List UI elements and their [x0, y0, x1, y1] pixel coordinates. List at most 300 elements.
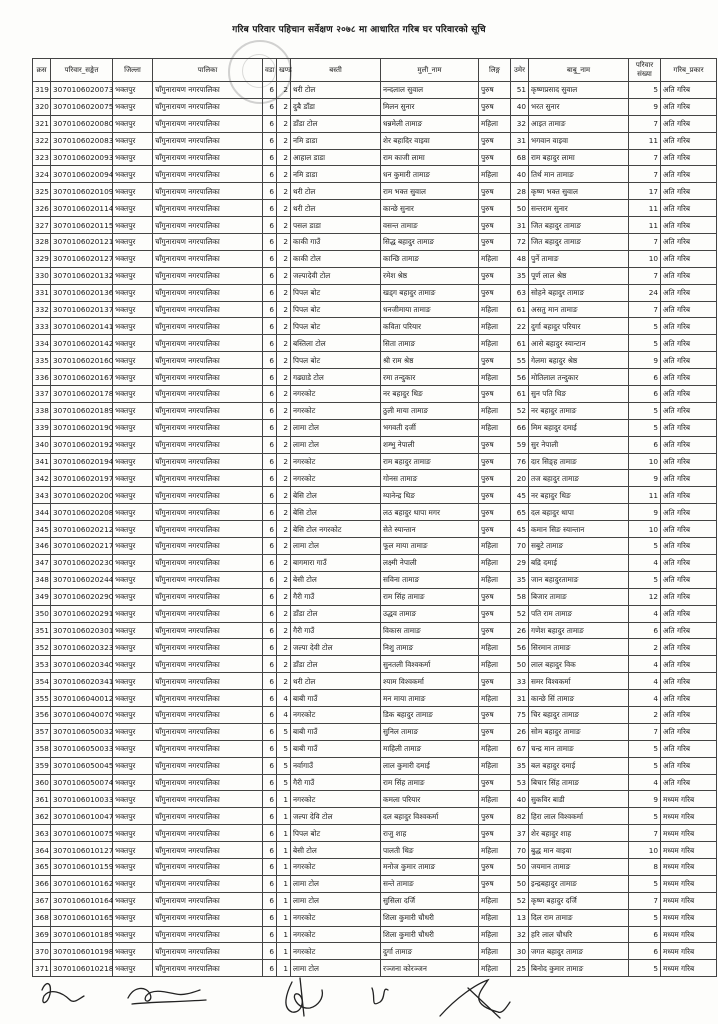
- table-cell: भक्तपुर: [113, 419, 153, 436]
- table-cell: 353: [33, 656, 51, 673]
- table-cell: रञ्जना कोरञ्जन: [381, 960, 479, 977]
- table-cell: अति गरिब: [661, 639, 717, 656]
- table-cell: पिपल बोट: [291, 301, 381, 318]
- table-row: [33, 673, 717, 690]
- table-cell: नगरकोट: [291, 386, 381, 403]
- table-cell: 6: [263, 825, 277, 842]
- table-cell: पुरुष: [479, 82, 511, 99]
- table-cell: 351: [33, 622, 51, 639]
- table-cell: महिला: [479, 301, 511, 318]
- table-cell: 2: [277, 369, 291, 386]
- table-cell: आइत तामाङ: [529, 115, 629, 132]
- table-cell: 341: [33, 453, 51, 470]
- table-cell: अति गरिब: [661, 605, 717, 622]
- table-cell: चाँगुनारायण नगरपालिका: [153, 588, 263, 605]
- table-cell: 5: [277, 723, 291, 740]
- table-row: [33, 622, 717, 639]
- table-cell: 59: [511, 436, 529, 453]
- table-cell: 35: [511, 571, 529, 588]
- table-cell: 66: [511, 419, 529, 436]
- table-cell: नगरकोट: [291, 926, 381, 943]
- table-cell: नगरकोट: [291, 470, 381, 487]
- table-cell: 6: [263, 791, 277, 808]
- table-cell: 6: [263, 740, 277, 757]
- table-cell: भक्तपुर: [113, 217, 153, 234]
- table-cell: सुनतली विश्वकर्मा: [381, 656, 479, 673]
- table-row: [33, 98, 717, 115]
- table-cell: 4: [629, 554, 661, 571]
- table-cell: भक्तपुर: [113, 690, 153, 707]
- table-cell: 1: [277, 858, 291, 875]
- table-cell: अति गरिब: [661, 723, 717, 740]
- table-cell: भरत सुनार: [529, 98, 629, 115]
- table-cell: चाँगुनारायण नगरपालिका: [153, 656, 263, 673]
- table-cell: 6: [263, 166, 277, 183]
- table-cell: 3070106010159: [51, 858, 113, 875]
- table-cell: 367: [33, 892, 51, 909]
- table-cell: 340: [33, 436, 51, 453]
- table-cell: आसे बहादुर स्यान्टान: [529, 335, 629, 352]
- table-cell: 2: [277, 217, 291, 234]
- table-cell: चाँगुनारायण नगरपालिका: [153, 960, 263, 977]
- col-header: उमेर: [511, 59, 529, 82]
- table-row: [33, 639, 717, 656]
- table-cell: चाँगुनारायण नगरपालिका: [153, 386, 263, 403]
- table-cell: राम सिंह तामाङ: [381, 774, 479, 791]
- table-row: [33, 943, 717, 960]
- table-cell: चाँगुनारायण नगरपालिका: [153, 673, 263, 690]
- table-cell: 2: [277, 656, 291, 673]
- table-cell: महिला: [479, 166, 511, 183]
- table-cell: भक्तपुर: [113, 656, 153, 673]
- table-cell: चाँगुनारायण नगरपालिका: [153, 453, 263, 470]
- table-cell: 2: [277, 267, 291, 284]
- table-cell: भक्तपुर: [113, 335, 153, 352]
- table-cell: 1: [277, 825, 291, 842]
- table-cell: महिला: [479, 335, 511, 352]
- table-cell: पुरुष: [479, 588, 511, 605]
- table-cell: 6: [263, 82, 277, 99]
- table-cell: भक्तपुर: [113, 82, 153, 99]
- table-cell: चाँगुनारायण नगरपालिका: [153, 521, 263, 538]
- table-cell: 358: [33, 740, 51, 757]
- table-cell: 29: [511, 554, 529, 571]
- table-cell: पूर्ण लाल श्रेष्ठ: [529, 267, 629, 284]
- table-cell: भक्तपुर: [113, 875, 153, 892]
- table-cell: पुरुष: [479, 200, 511, 217]
- table-cell: मध्यम गरिब: [661, 842, 717, 859]
- table-cell: महिला: [479, 909, 511, 926]
- table-cell: 70: [511, 842, 529, 859]
- table-cell: चाँगुनारायण नगरपालिका: [153, 267, 263, 284]
- table-cell: 324: [33, 166, 51, 183]
- table-cell: 52: [511, 605, 529, 622]
- table-cell: चाँगुनारायण नगरपालिका: [153, 706, 263, 723]
- table-cell: दल बहादुर थापा: [529, 504, 629, 521]
- table-cell: नगरकोट: [291, 706, 381, 723]
- table-cell: 5: [277, 774, 291, 791]
- table-cell: 2: [277, 200, 291, 217]
- table-cell: चाँगुनारायण नगरपालिका: [153, 825, 263, 842]
- table-cell: 6: [263, 842, 277, 859]
- table-cell: अति गरिब: [661, 82, 717, 99]
- table-cell: अति गरिब: [661, 706, 717, 723]
- table-cell: 5: [277, 740, 291, 757]
- table-cell: 3070106010075: [51, 825, 113, 842]
- table-cell: 6: [263, 926, 277, 943]
- table-cell: मिम बहादुर दमाई: [529, 419, 629, 436]
- table-row: [33, 419, 717, 436]
- table-cell: 3070106020190: [51, 419, 113, 436]
- table-cell: पुरुष: [479, 825, 511, 842]
- table-cell: 3070106020194: [51, 453, 113, 470]
- table-cell: महिला: [479, 656, 511, 673]
- table-cell: 368: [33, 909, 51, 926]
- table-cell: चाँगुनारायण नगरपालिका: [153, 301, 263, 318]
- table-cell: 2: [277, 318, 291, 335]
- table-cell: 6: [263, 487, 277, 504]
- table-cell: 2: [277, 470, 291, 487]
- table-cell: 6: [263, 470, 277, 487]
- table-cell: दुबै डाँडा: [291, 98, 381, 115]
- table-cell: 31: [511, 690, 529, 707]
- table-cell: गैरी गाउँ: [291, 774, 381, 791]
- table-cell: बेसी टोल: [291, 571, 381, 588]
- table-cell: 6: [263, 706, 277, 723]
- table-cell: 50: [511, 875, 529, 892]
- col-header: मुली_नाम: [381, 59, 479, 82]
- table-cell: गोनस तामाङ: [381, 470, 479, 487]
- table-cell: निशु तामाङ: [381, 639, 479, 656]
- table-cell: भक्तपुर: [113, 301, 153, 318]
- table-cell: 7: [629, 301, 661, 318]
- table-cell: चाँगुनारायण नगरपालिका: [153, 808, 263, 825]
- table-cell: 50: [511, 200, 529, 217]
- table-cell: गेलमा बहादुर श्रेष्ठ: [529, 352, 629, 369]
- table-cell: अति गरिब: [661, 622, 717, 639]
- table-cell: नमि डाडा: [291, 166, 381, 183]
- table-cell: 2: [277, 453, 291, 470]
- table-cell: 6: [629, 436, 661, 453]
- table-cell: चाँगुनारायण नगरपालिका: [153, 504, 263, 521]
- table-cell: 327: [33, 217, 51, 234]
- table-cell: 6: [263, 402, 277, 419]
- table-cell: 53: [511, 774, 529, 791]
- table-cell: भक्तपुर: [113, 723, 153, 740]
- table-cell: बिनोद कुमार तामाङ: [529, 960, 629, 977]
- table-cell: मध्यम गरिब: [661, 960, 717, 977]
- table-cell: चाँगुनारायण नगरपालिका: [153, 554, 263, 571]
- table-cell: पुरुष: [479, 622, 511, 639]
- table-cell: पिपल बोट: [291, 825, 381, 842]
- table-cell: भक्तपुर: [113, 622, 153, 639]
- table-cell: डाँडा टोल: [291, 605, 381, 622]
- table-cell: 349: [33, 588, 51, 605]
- table-row: [33, 521, 717, 538]
- table-cell: जान बहादुरतामाङ: [529, 571, 629, 588]
- table-cell: लामा टोल: [291, 436, 381, 453]
- table-cell: 1: [277, 791, 291, 808]
- table-cell: 6: [263, 335, 277, 352]
- table-cell: 361: [33, 791, 51, 808]
- table-cell: महिला: [479, 115, 511, 132]
- table-cell: 8: [629, 858, 661, 875]
- table-cell: महिला: [479, 926, 511, 943]
- table-cell: 56: [511, 639, 529, 656]
- table-cell: 10: [629, 250, 661, 267]
- table-cell: 355: [33, 690, 51, 707]
- table-cell: महिला: [479, 318, 511, 335]
- table-cell: भक्तपुर: [113, 166, 153, 183]
- table-cell: पुरुष: [479, 98, 511, 115]
- table-cell: महिला: [479, 842, 511, 859]
- table-cell: महिला: [479, 571, 511, 588]
- table-cell: 3070106020109: [51, 183, 113, 200]
- table-cell: 9: [629, 470, 661, 487]
- table-cell: चाँगुनारायण नगरपालिका: [153, 183, 263, 200]
- table-cell: 3070106020301: [51, 622, 113, 639]
- signatures: [0, 968, 718, 1024]
- table-cell: कान्छे सिं तामाङ: [529, 690, 629, 707]
- table-cell: सिता तामाङ: [381, 335, 479, 352]
- table-cell: 6: [263, 723, 277, 740]
- table-cell: अति गरिब: [661, 453, 717, 470]
- table-cell: 3070106020141: [51, 318, 113, 335]
- table-row: [33, 267, 717, 284]
- table-cell: भक्तपुर: [113, 234, 153, 251]
- table-cell: भक्तपुर: [113, 740, 153, 757]
- table-row: [33, 757, 717, 774]
- table-cell: पालती थिङ: [381, 842, 479, 859]
- table-cell: समर विश्वकर्मा: [529, 673, 629, 690]
- table-cell: रमेश श्रेष्ठ: [381, 267, 479, 284]
- table-cell: शम्भु नेपाली: [381, 436, 479, 453]
- table-body: [33, 82, 717, 977]
- col-header: खण्ड: [277, 59, 291, 82]
- table-cell: 45: [511, 487, 529, 504]
- table-cell: 6: [263, 453, 277, 470]
- table-cell: रमा तन्दुकार: [381, 369, 479, 386]
- table-cell: अति गरिब: [661, 470, 717, 487]
- table-cell: चाँगुनारायण नगरपालिका: [153, 318, 263, 335]
- table-cell: कविता परियार: [381, 318, 479, 335]
- table-cell: थरी टोल: [291, 183, 381, 200]
- table-cell: 2: [277, 98, 291, 115]
- table-cell: भक्तपुर: [113, 858, 153, 875]
- table-cell: 7: [629, 115, 661, 132]
- table-cell: 3070106020323: [51, 639, 113, 656]
- table-row: [33, 926, 717, 943]
- table-row: [33, 538, 717, 555]
- table-cell: 2: [277, 554, 291, 571]
- table-cell: 362: [33, 808, 51, 825]
- table-cell: असतु मान तामाङ: [529, 301, 629, 318]
- table-cell: कृष्णप्रसाद सुवाल: [529, 82, 629, 99]
- table-cell: चाँगुनारायण नगरपालिका: [153, 234, 263, 251]
- table-cell: भक्तपुर: [113, 200, 153, 217]
- table-cell: भक्तपुर: [113, 774, 153, 791]
- table-cell: 2: [277, 436, 291, 453]
- table-cell: 354: [33, 673, 51, 690]
- table-cell: सुनिल तामाङ: [381, 723, 479, 740]
- table-cell: 320: [33, 98, 51, 115]
- table-cell: माहिली तामाङ: [381, 740, 479, 757]
- table-cell: चाँगुनारायण नगरपालिका: [153, 639, 263, 656]
- table-cell: 3070106020114: [51, 200, 113, 217]
- table-cell: दिल राम तामाङ: [529, 909, 629, 926]
- table-cell: 68: [511, 149, 529, 166]
- table-cell: अति गरिब: [661, 521, 717, 538]
- table-row: [33, 132, 717, 149]
- table-cell: 25: [511, 960, 529, 977]
- table-cell: 6: [263, 875, 277, 892]
- table-cell: 31: [511, 132, 529, 149]
- table-cell: राम सिंह तामाङ: [381, 588, 479, 605]
- table-cell: 6: [263, 690, 277, 707]
- table-cell: अति गरिब: [661, 183, 717, 200]
- table-row: [33, 487, 717, 504]
- table-cell: 3070106010165: [51, 909, 113, 926]
- table-cell: 2: [277, 82, 291, 99]
- table-cell: 2: [629, 706, 661, 723]
- table-row: [33, 605, 717, 622]
- table-cell: 333: [33, 318, 51, 335]
- table-cell: 325: [33, 183, 51, 200]
- table-cell: बेसी टोल: [291, 842, 381, 859]
- table-cell: 337: [33, 386, 51, 403]
- table-cell: थरी टोल: [291, 82, 381, 99]
- table-cell: तिर्थ मान तामाङ: [529, 166, 629, 183]
- table-cell: अति गरिब: [661, 335, 717, 352]
- table-cell: 72: [511, 234, 529, 251]
- table-cell: पुरुष: [479, 132, 511, 149]
- table-cell: सविना तामाङ: [381, 571, 479, 588]
- table-cell: 2: [277, 419, 291, 436]
- table-cell: 365: [33, 858, 51, 875]
- table-cell: 3070106050045: [51, 757, 113, 774]
- table-cell: महिला: [479, 740, 511, 757]
- table-cell: चाँगुनारायण नगरपालिका: [153, 149, 263, 166]
- table-cell: 5: [629, 875, 661, 892]
- table-cell: अति गरिब: [661, 402, 717, 419]
- table-cell: 3070106020290: [51, 588, 113, 605]
- table-cell: 6: [263, 808, 277, 825]
- table-cell: अति गरिब: [661, 115, 717, 132]
- col-header: परिवार_सङ्केत: [51, 59, 113, 82]
- table-cell: 3070106020073: [51, 82, 113, 99]
- table-cell: दुर्गा तामाङ: [381, 943, 479, 960]
- table-cell: 3070106020083: [51, 132, 113, 149]
- table-cell: पुरुष: [479, 673, 511, 690]
- table-row: [33, 115, 717, 132]
- table-cell: 345: [33, 521, 51, 538]
- table-cell: 7: [629, 267, 661, 284]
- table-cell: पिपल बोट: [291, 352, 381, 369]
- table-header-row: [33, 59, 717, 82]
- table-cell: काकी गाउँ: [291, 234, 381, 251]
- table-cell: 5: [629, 571, 661, 588]
- table-cell: 6: [629, 622, 661, 639]
- table-cell: महिला: [479, 943, 511, 960]
- table-cell: भक्तपुर: [113, 402, 153, 419]
- table-cell: 3070106040012: [51, 690, 113, 707]
- table-cell: पिपल बोट: [291, 284, 381, 301]
- table-cell: बाबी गाउँ: [291, 740, 381, 757]
- table-row: [33, 825, 717, 842]
- table-cell: 6: [263, 538, 277, 555]
- table-cell: 65: [511, 504, 529, 521]
- table-cell: चाँगुनारायण नगरपालिका: [153, 284, 263, 301]
- table-cell: भक्तपुर: [113, 825, 153, 842]
- table-cell: 3070106020212: [51, 521, 113, 538]
- table-row: [33, 470, 717, 487]
- table-cell: जगत बहादुर तामाङ: [529, 943, 629, 960]
- table-cell: भक्तपुर: [113, 149, 153, 166]
- table-cell: मन माया तामाङ: [381, 690, 479, 707]
- table-cell: 322: [33, 132, 51, 149]
- table-cell: 2: [277, 639, 291, 656]
- table-cell: चाँगुनारायण नगरपालिका: [153, 82, 263, 99]
- table-cell: शेर बहादुर शाह: [529, 825, 629, 842]
- table-row: [33, 318, 717, 335]
- table-cell: 3070106020142: [51, 335, 113, 352]
- table-cell: महिला: [479, 554, 511, 571]
- table-cell: बिजार तामाङ: [529, 588, 629, 605]
- table-cell: 5: [629, 960, 661, 977]
- table-cell: मध्यम गरिब: [661, 791, 717, 808]
- table-cell: 2: [277, 166, 291, 183]
- table-cell: 6: [263, 234, 277, 251]
- table-cell: शेर बहादिर वाइवा: [381, 132, 479, 149]
- table-cell: 3070106020080: [51, 115, 113, 132]
- table-cell: 2: [277, 605, 291, 622]
- table-cell: जित बहादुर तामाङ: [529, 217, 629, 234]
- table-cell: 2: [277, 335, 291, 352]
- table-cell: 33: [511, 673, 529, 690]
- table-cell: काकी टोल: [291, 250, 381, 267]
- table-cell: 6: [263, 183, 277, 200]
- table-cell: 6: [263, 386, 277, 403]
- table-row: [33, 723, 717, 740]
- table-cell: नगरकोट: [291, 402, 381, 419]
- table-cell: 45: [511, 521, 529, 538]
- table-row: [33, 554, 717, 571]
- table-cell: 3070106020189: [51, 402, 113, 419]
- table-cell: जित बहादुर तामाङ: [529, 234, 629, 251]
- table-row: [33, 808, 717, 825]
- table-cell: 356: [33, 706, 51, 723]
- table-cell: भक्तपुर: [113, 487, 153, 504]
- table-cell: गैरी गाउँ: [291, 588, 381, 605]
- table-cell: 9: [629, 98, 661, 115]
- table-cell: पुरुष: [479, 267, 511, 284]
- table-cell: बेसि टोल: [291, 487, 381, 504]
- table-cell: 3070106040070: [51, 706, 113, 723]
- table-cell: 11: [629, 132, 661, 149]
- table-cell: अति गरिब: [661, 98, 717, 115]
- table-cell: अति गरिब: [661, 217, 717, 234]
- table-cell: 48: [511, 250, 529, 267]
- table-cell: 3070106020340: [51, 656, 113, 673]
- table-cell: 32: [511, 115, 529, 132]
- table-cell: चिर बहादुर तामाङ: [529, 706, 629, 723]
- table-cell: 61: [511, 335, 529, 352]
- table-cell: अति गरिब: [661, 149, 717, 166]
- table-row: [33, 690, 717, 707]
- table-cell: 328: [33, 234, 51, 251]
- table-row: [33, 386, 717, 403]
- col-header: जिल्ला: [113, 59, 153, 82]
